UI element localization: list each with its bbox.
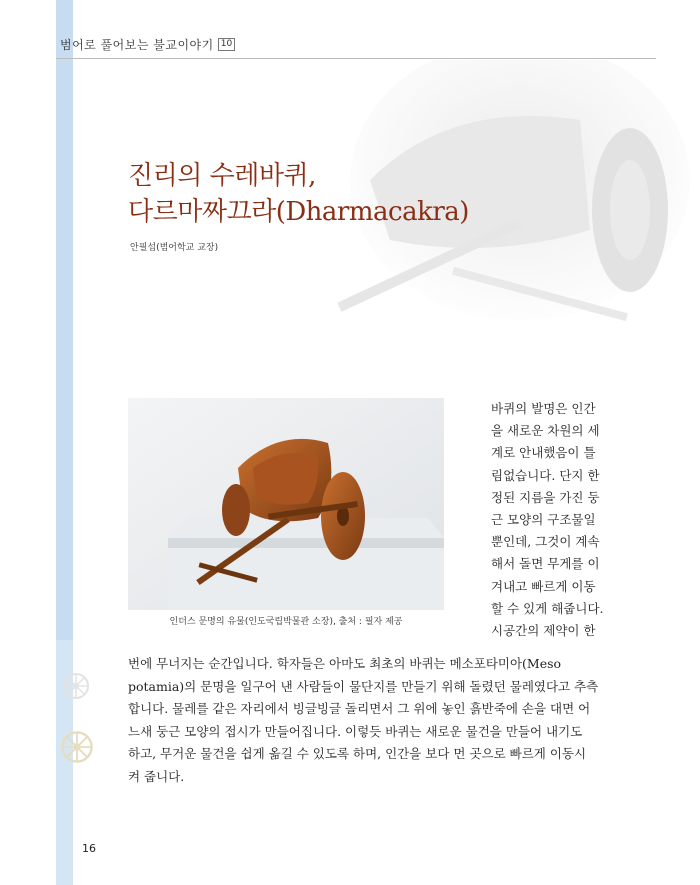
title-line-2: 다르마짜끄라(Dharmacakra) [128,197,469,227]
text-line: 할 수 있게 해줍니다. [491,600,604,616]
text-line: 해서 돌면 무게를 이 [491,556,600,572]
wooden-cart-photo [128,398,444,610]
text-line: 근 모양의 구조물일 [491,512,596,528]
text-line: 림없습니다. 단지 한 [491,467,600,483]
issue-number-badge: 10 [218,38,235,51]
text-line: 시공간의 제약이 한 [491,623,596,639]
text-line: potamia)의 문명을 일구어 낸 사람들이 물단지를 만들기 위해 돌렸던 물레였다고 추측 [128,678,599,694]
text-line: 을 새로운 차원의 세 [491,423,600,439]
artifact-photo [128,398,444,610]
side-column-text [491,398,607,642]
text-line: 번에 무너지는 순간입니다. 학자들은 아마도 최초의 바퀴는 메소포타미아(Meso [128,656,562,671]
dharma-wheel-icon [62,672,90,700]
text-line: 느새 둥근 모양의 접시가 만들어집니다. 이렇듯 바퀴는 새로운 물건을 만들어 내기도 [128,723,583,739]
text-line: 겨내고 빠르게 이동 [491,578,596,594]
page-header [56,30,656,59]
text-line: 합니다. 물레를 같은 자리에서 빙글빙글 돌리면서 그 위에 놓인 흙반죽에 손을 대면 어 [128,701,591,716]
text-line: 뿐인데, 그것이 계속 [491,534,600,550]
text-line: 켜 줍니다. [128,768,185,784]
text-line: 하고, 무거운 물건을 쉽게 옮길 수 있도록 하며, 인간을 보다 먼 곳으로 빠르게 이동시 [128,746,587,761]
text-line: 바퀴의 발명은 인간 [491,401,596,416]
series-title: 범어로 풀어보는 불교이야기 [60,37,214,52]
body-paragraph [128,653,608,788]
photo-caption: 인더스 문명의 유물(인도국립박물관 소장), 출처 : 필자 제공 [169,617,403,627]
article-title [128,158,469,230]
author-byline: 안필섭(범어학교 교장) [130,243,219,253]
text-line: 정된 지름을 가진 둥 [491,489,600,505]
title-line-1: 진리의 수레바퀴, [128,161,316,191]
dharma-wheel-icon [60,730,94,764]
text-line: 계로 안내했음이 틀 [491,445,596,461]
page-number: 16 [82,842,96,855]
